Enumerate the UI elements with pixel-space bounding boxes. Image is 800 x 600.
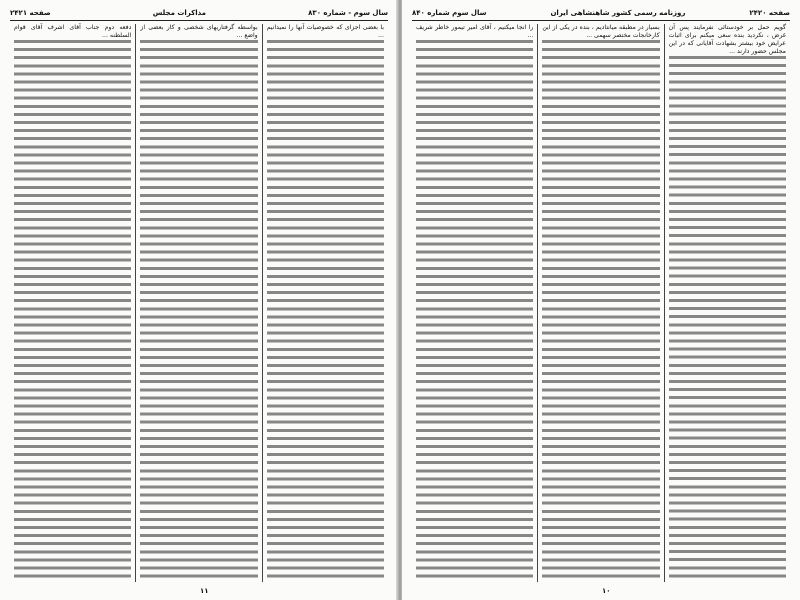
right-page (402, 0, 800, 600)
footer-page-number: ۱۱ (200, 587, 209, 595)
page-header (412, 6, 790, 21)
issue-number: سال سوم - شماره ۸۳۰ (308, 9, 388, 17)
column-text: با بعضی اجزای که خصوصیات آنها را نمیدانیم ... (266, 24, 384, 40)
column (135, 24, 261, 582)
footer-page-number: ۱۰ (602, 587, 611, 595)
text-lines (14, 40, 131, 582)
issue-number: سال سوم شماره ۸۴۰ (412, 9, 487, 17)
text-lines (140, 40, 257, 582)
column-text: گویم حمل بر خودستائی نفرمایند پس آن غرض ، نکردید بنده سعی میکنم برای اثبات عرایض خود بیشتر بشهادت آقایانی که در این مجلس حضور دارند ... (668, 24, 786, 56)
column-text: بسیار در مطبقه میانتادیم ، بنده در یکی از این کارخانجات مختصر سهمی ... (542, 24, 660, 40)
text-lines (267, 40, 384, 582)
text-columns (412, 24, 790, 582)
page-number: صفحه ۲۴۲۱ (10, 9, 51, 17)
column-text: را انجا میکنیم ، آقای امیر تیمور خاطر شریف ... (416, 24, 534, 40)
text-columns (10, 24, 388, 582)
column (10, 24, 135, 582)
section-title: مذاکرات مجلس (152, 9, 206, 17)
column-text: دفعه دوم جناب آقای اشرف آقای قوام السلطنه ... (14, 24, 132, 40)
column-text: بواسطه گرفتاریهای شخصی و کار بعضی از واضع ... (140, 24, 258, 40)
column (262, 24, 388, 582)
left-page (0, 0, 398, 600)
text-lines (542, 40, 659, 582)
newspaper-title: روزنامه رسمی کشور شاهنشاهی ایران (550, 9, 686, 17)
column (537, 24, 663, 582)
page-header (10, 6, 388, 21)
column (664, 24, 790, 582)
page-number: صفحه ۲۴۲۰ (749, 9, 790, 17)
text-lines (416, 40, 533, 582)
column (412, 24, 537, 582)
text-lines (669, 56, 786, 582)
